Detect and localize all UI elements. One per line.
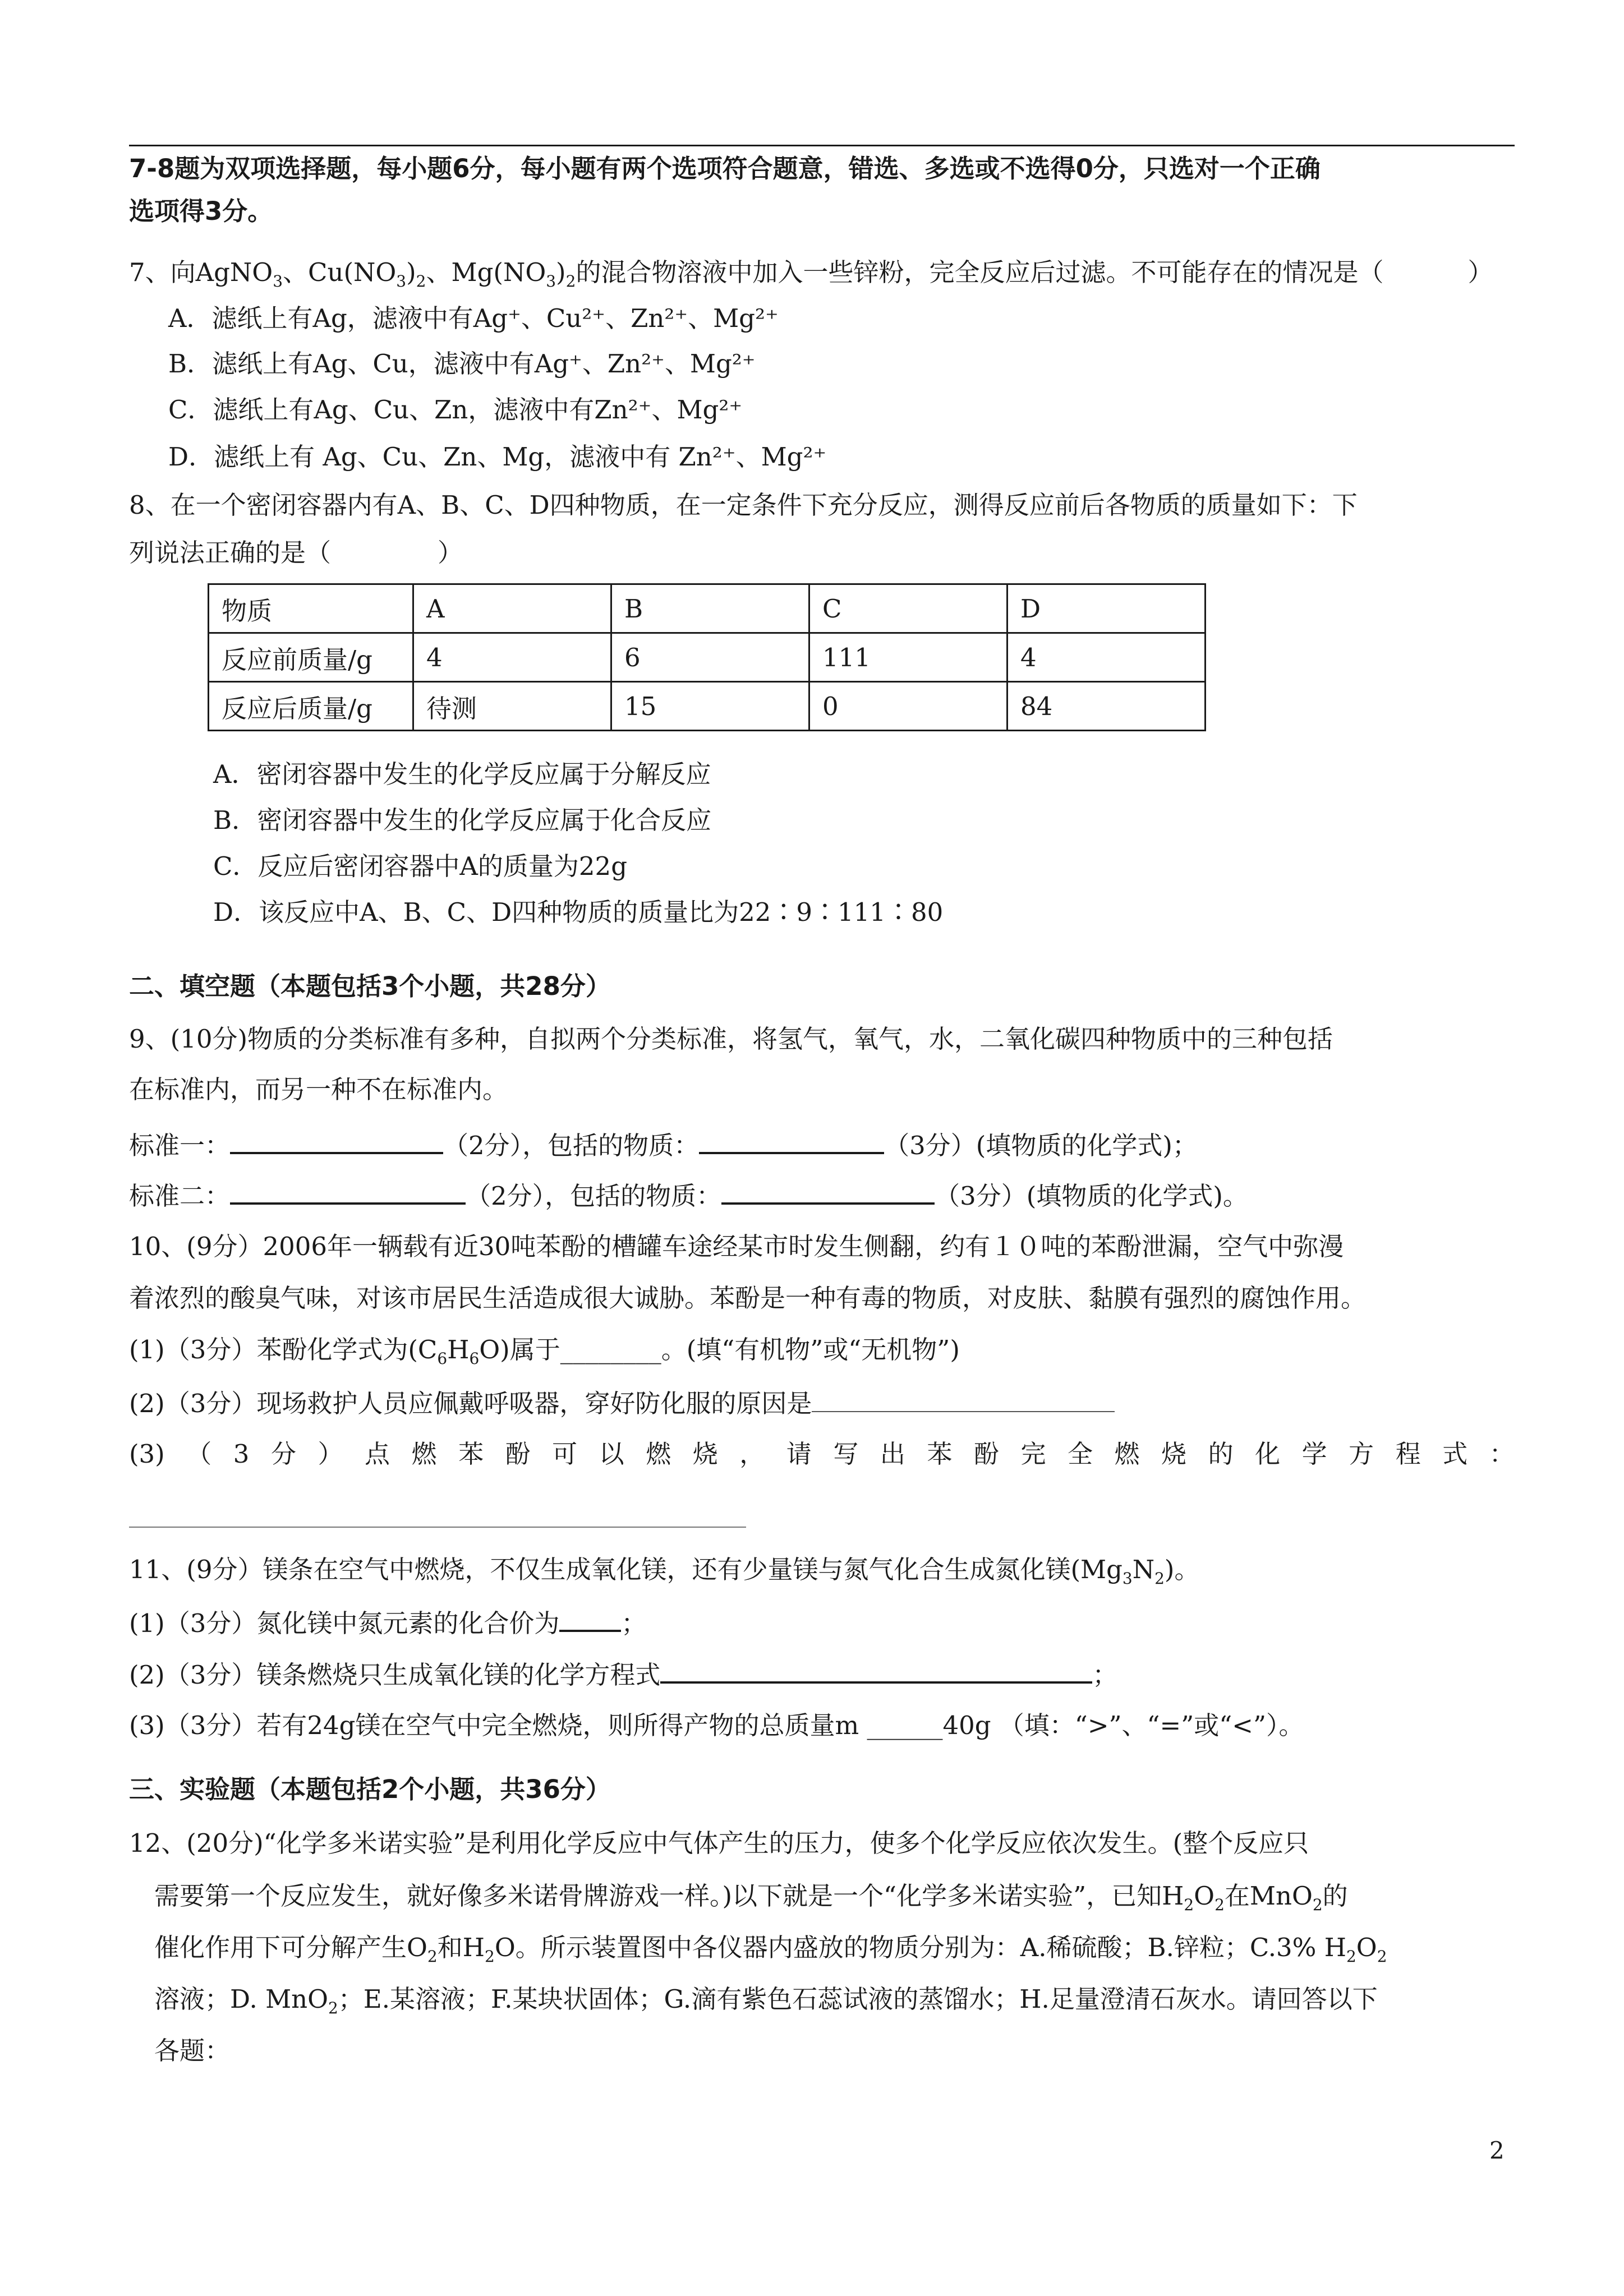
q10-part3-char: (3)	[129, 1439, 165, 1469]
q11-part3: (3)（3分）若有24g镁在空气中完全燃烧，则所得产物的总质量m ______40g （填：“>”、“=”或“<”）。	[129, 1711, 1304, 1740]
q7-stem: 7、向AgNO$_3$、$Cu(NO_3)_2$、$Mg(NO_3)_2$的混合物溶液中加入一些锌粉，完全反应后过滤。不可能存在的情况是（ ）	[129, 257, 1493, 291]
q8-option-d: D．该反应中A、B、C、D四种物质的质量比为22∶9∶111∶80	[213, 897, 944, 927]
table-cell: 反应后质量/g	[209, 682, 413, 731]
q10-part3-char: ）	[318, 1439, 343, 1469]
q11-stem: 11、(9分）镁条在空气中燃烧，不仅生成氧化镁，还有少量镁与氮气化合生成氮化镁$(Mg_3N_2)$。	[129, 1555, 1200, 1588]
table-cell: A	[413, 584, 611, 633]
q9-standard1: 标准一： （2分），包括的物质： （3分）(填物质的化学式)；	[129, 1126, 1515, 1163]
q10-part3-char: （	[186, 1439, 212, 1469]
answer-blank[interactable]	[660, 1656, 1092, 1684]
q10-part3-char: 写	[833, 1439, 859, 1469]
q10-part3-char: 全	[1067, 1439, 1093, 1469]
table-cell: 6	[611, 633, 809, 682]
q10-part3-char: 烧	[1161, 1439, 1187, 1469]
q10-part3-char: 式	[1442, 1439, 1468, 1469]
table-row	[209, 584, 1206, 633]
table-cell: 4	[413, 633, 611, 682]
section3-title: 三、实验题（本题包括2个小题，共36分）	[129, 1774, 611, 1804]
q8-stem-line1: 8、在一个密闭容器内有A、B、C、D四种物质，在一定条件下充分反应，测得反应前后各物质的质量如下：下	[129, 490, 1358, 520]
q10-part3-char: 以	[599, 1439, 624, 1469]
q10-stem-line2: 着浓烈的酸臭气味，对该市居民生活造成很大诚胁。苯酚是一种有毒的物质，对皮肤、黏膜有强烈的腐蚀作用。	[129, 1283, 1367, 1313]
answer-blank[interactable]	[559, 1604, 621, 1632]
q8-stem-line2: 列说法正确的是（ ）	[129, 538, 463, 568]
answer-blank[interactable]	[721, 1177, 935, 1205]
q10-part3-char: 燃	[646, 1439, 671, 1469]
answer-blank[interactable]	[699, 1126, 884, 1154]
q10-part3-char: 学	[1301, 1439, 1327, 1469]
table-cell: 111	[809, 633, 1007, 682]
q10-part3-char: 酚	[505, 1439, 531, 1469]
q10-part3-char: 分	[270, 1439, 296, 1469]
q10-stem-line1: 10、(9分）2006年一辆载有近30吨苯酚的槽罐车途经某市时发生侧翻，约有１０吨的苯酚泄漏，空气中弥漫	[129, 1232, 1344, 1261]
q9-stem-line1: 9、(10分)物质的分类标准有多种，自拟两个分类标准，将氢气，氧气，水，二氧化碳四种物质中的三种包括	[129, 1024, 1333, 1054]
table-cell: 物质	[209, 584, 413, 633]
page-number: 2	[1489, 2137, 1505, 2164]
section2-title: 二、填空题（本题包括3个小题，共28分）	[129, 971, 611, 1001]
mass-table	[208, 583, 1206, 731]
answer-blank[interactable]	[230, 1126, 443, 1154]
q10-part2: (2)（3分）现场救护人员应佩戴呼吸器，穿好防化服的原因是	[129, 1385, 1515, 1421]
table-row	[209, 682, 1206, 731]
table-cell: 反应前质量/g	[209, 633, 413, 682]
q7-option-d: D．滤纸上有 Ag、Cu、Zn、Mg，滤液中有 Zn²⁺、Mg²⁺	[168, 442, 827, 472]
table-cell: 15	[611, 682, 809, 731]
q10-part1: (1)（3分）苯酚化学式为$(C_6H_6O)$属于________。(填“有机物”或“无机物”)	[129, 1335, 960, 1368]
q11-part1: (1)（3分）氮化镁中氮元素的化合价为 ；	[129, 1604, 1515, 1641]
q10-part3-char: 化	[1255, 1439, 1281, 1469]
q10-part3-char: 3	[233, 1439, 250, 1469]
q7-option-c: C．滤纸上有Ag、Cu、Zn，滤液中有Zn²⁺、Mg²⁺	[168, 395, 743, 425]
q10-part3-char: 可	[552, 1439, 578, 1469]
q10-part3-char: 点	[365, 1439, 390, 1469]
table-cell: 待测	[413, 682, 611, 731]
section-intro-line1: 7-8题为双项选择题，每小题6分，每小题有两个选项符合题意，错选、多选或不选得0分，只选对一个正确	[129, 154, 1321, 183]
answer-line[interactable]	[129, 1527, 746, 1528]
q9-standard2: 标准二： （2分），包括的物质： （3分）(填物质的化学式)。	[129, 1177, 1515, 1214]
q10-part3-char: 苯	[458, 1439, 484, 1469]
table-cell: B	[611, 584, 809, 633]
q10-part3-char: 的	[1208, 1439, 1234, 1469]
table-cell: 4	[1007, 633, 1206, 682]
q10-part3-char: 请	[786, 1439, 812, 1469]
q8-option-b: B．密闭容器中发生的化学反应属于化合反应	[213, 805, 712, 835]
table-row	[209, 633, 1206, 682]
q8-option-a: A．密闭容器中发生的化学反应属于分解反应	[213, 759, 711, 789]
q10-part3-char: 燃	[1114, 1439, 1140, 1469]
q10-part3-char: 燃	[411, 1439, 437, 1469]
section-intro-line2: 选项得3分。	[129, 196, 273, 226]
q10-part3-char: 程	[1395, 1439, 1421, 1469]
q11-part2: (2)（3分）镁条燃烧只生成氧化镁的化学方程式 ；	[129, 1656, 1515, 1693]
q12-line2: 需要第一个反应发生，就好像多米诺骨牌游戏一样。)以下就是一个“化学多米诺实验”，已知$H_2O_2$在MnO$_2$的	[154, 1881, 1348, 1914]
q10-part3-char: 酚	[973, 1439, 999, 1469]
q10-part3-char: 出	[880, 1439, 905, 1469]
q12-line1: 12、(20分)“化学多米诺实验”是利用化学反应中气体产生的压力，使多个化学反应依次发生。(整个反应只	[129, 1828, 1309, 1858]
q7-option-a: A．滤纸上有Ag，滤液中有Ag⁺、Cu²⁺、Zn²⁺、Mg²⁺	[168, 303, 779, 333]
q12-line4: 溶液；D. MnO$_2$；E.某溶液；F.某块状固体；G.滴有紫色石蕊试液的蒸馏水；H.足量澄清石灰水。请回答以下	[154, 1984, 1378, 2017]
q12-line3: 催化作用下可分解产生$O_2$和$H_2O$。所示装置图中各仪器内盛放的物质分别为：A.稀硫酸；B.锌粒；C.3% $H_2O_2$	[154, 1933, 1387, 1966]
table-cell: 84	[1007, 682, 1206, 731]
q10-part3-char: 方	[1349, 1439, 1374, 1469]
q12-line5: 各题：	[154, 2036, 231, 2066]
answer-blank[interactable]	[230, 1177, 466, 1205]
table-cell: C	[809, 584, 1007, 633]
q10-part3-char: ：	[1489, 1439, 1515, 1469]
q10-part3-char: 烧	[692, 1439, 718, 1469]
table-cell: 0	[809, 682, 1007, 731]
q10-part3-char: ，	[739, 1439, 765, 1469]
header-rule	[129, 145, 1515, 146]
table-cell: D	[1007, 584, 1206, 633]
q7-option-b: B．滤纸上有Ag、Cu，滤液中有Ag⁺、Zn²⁺、Mg²⁺	[168, 349, 756, 379]
q10-part3-char: 完	[1020, 1439, 1046, 1469]
q10-part3-char: 苯	[927, 1439, 953, 1469]
q8-option-c: C．反应后密闭容器中A的质量为22g	[213, 851, 627, 881]
q9-stem-line2: 在标准内，而另一种不在标准内。	[129, 1075, 508, 1104]
answer-blank[interactable]	[812, 1385, 1115, 1412]
q10-part3	[129, 1437, 1515, 1472]
